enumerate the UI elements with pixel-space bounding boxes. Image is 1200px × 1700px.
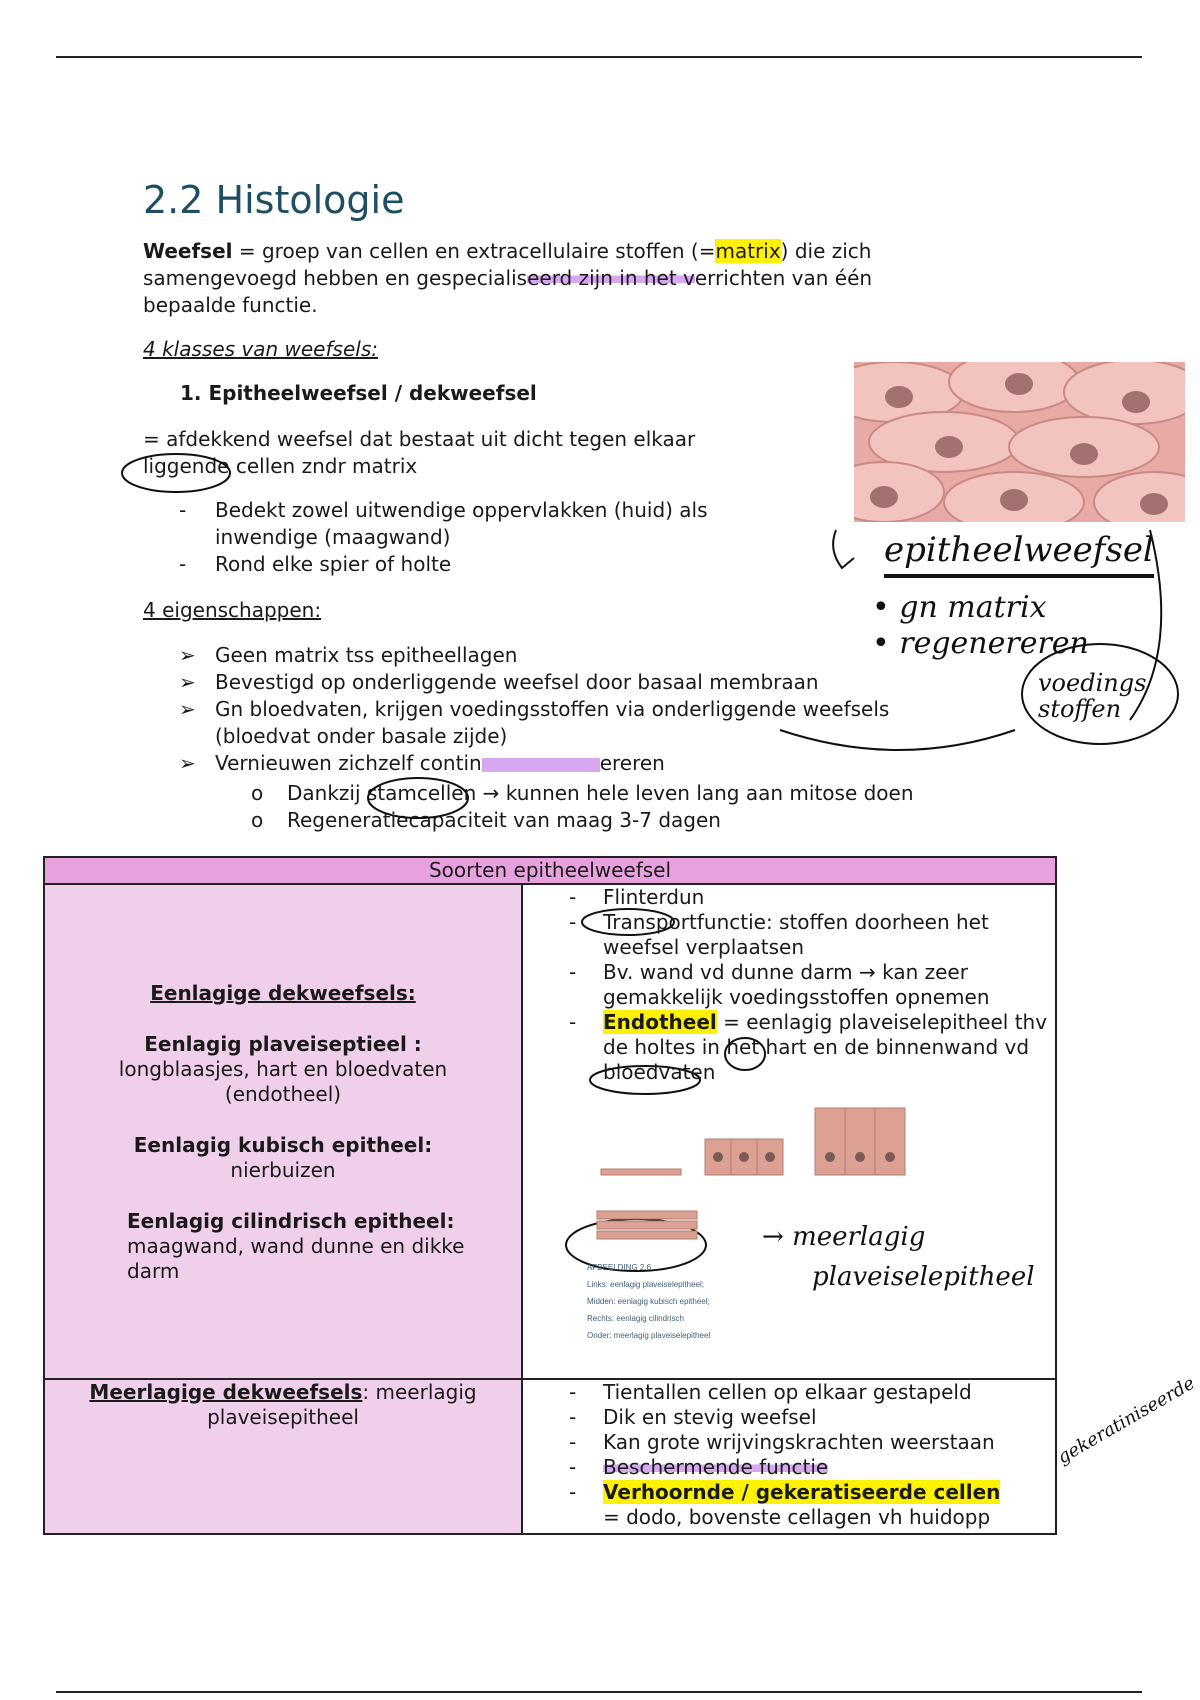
intro-paragraph: Weefsel = groep van cellen en extracellulaire stoffen (=matrix) die zich samengevoegd hebben en gespecialiseerd zijn in het verrichten van één bepaalde functie. (143, 239, 873, 317)
list-item: - Dik en stevig weefsel (563, 1405, 1055, 1430)
note-regenereren: • regenereren (872, 626, 1089, 661)
list-item: (bloedvat onder basale zijde) (215, 724, 508, 748)
list-item: - Verhoornde / gekeratiseerde cellen = dodo, bovenste cellagen vh huidopp (563, 1480, 1055, 1530)
list-item: ➢ Geen matrix tss epitheellagen (179, 643, 518, 667)
bottom-rule (56, 1691, 1142, 1693)
list-item: - Tientallen cellen op elkaar gestapeld (563, 1380, 1055, 1405)
term-weefsel: Weefsel (143, 239, 233, 263)
list-item: - Flinterdun (563, 885, 1055, 910)
note-meerlagig: → meerlagig (762, 1222, 926, 1252)
note-voedingsstoffen: voedings stoffen (1038, 669, 1147, 723)
list-item: - Beschermende functie (563, 1455, 1055, 1480)
list-item: - Bv. wand vd dunne darm → kan zeer gemakkelijk voedingsstoffen opnemen (563, 960, 1055, 1010)
figure-caption: AFBEELDING 2.6. Links: eenlagig plaveiselepitheel; Midden: eenlagig kubisch epitheel; Rechts: eenlagig cilindrisch Onder: meerlagig plaveiselepitheel (587, 1263, 711, 1340)
table-header: Soorten epitheelweefsel (44, 857, 1056, 884)
list-item: ➢ Gn bloedvaten, krijgen voedingsstoffen via onderliggende weefsels (179, 697, 890, 721)
list-item: - Transportfunctie: stoffen doorheen het weefsel verplaatsen (563, 910, 1055, 960)
note-gn-matrix: • gn matrix (872, 590, 1047, 625)
list-item: - Kan grote wrijvingskrachten weerstaan (563, 1430, 1055, 1455)
list-item: inwendige (maagwand) (215, 525, 451, 549)
list-item: - Bedekt zowel uitwendige oppervlakken (huid) als (179, 498, 708, 522)
epitheel-table (43, 856, 1057, 1535)
margin-note: gekeratiniseerde (1054, 1372, 1199, 1469)
classes-heading: 4 klasses van weefsels: (143, 337, 378, 361)
list-item: o Regeneratiecapaciteit van maag 3-7 dagen (251, 808, 721, 832)
page-title: 2.2 Histologie (143, 178, 405, 222)
list-item: - Rond elke spier of holte (179, 552, 452, 576)
table-cell-eenlagig-info (522, 884, 1056, 1379)
purple-strike: eerd zijn in het v (527, 266, 695, 290)
props-heading: 4 eigenschappen: (143, 598, 322, 622)
list-item: ➢ Bevestigd op onderliggende weefsel door basaal membraan (179, 670, 819, 694)
table-cell-meerlagig-info (522, 1379, 1056, 1534)
table-cell-meerlagig: Meerlagige dekweefsels: meerlagig plaveisepitheel (44, 1379, 522, 1534)
note-plaveiselepitheel: plaveiselepitheel (812, 1262, 1035, 1292)
class1-heading: 1. Epitheelweefsel / dekweefsel (180, 381, 537, 405)
highlight-matrix: matrix (715, 239, 781, 263)
note-epitheelweefsel: epitheelweefsel (884, 530, 1154, 570)
list-item: - Endotheel = eenlagig plaveiselepitheel thv de holtes in het hart en de binnenwand vd bloedvaten (563, 1010, 1055, 1085)
list-item: o Dankzij stamcellen → kunnen hele leven lang aan mitose doen (251, 781, 914, 805)
table-cell-eenlagig: Eenlagige dekweefsels: Eenlagig plaveiseptieel : longblaasjes, hart en bloedvaten (endotheel) Eenlagig kubisch epitheel: nierbuizen Eenlagig cilindrisch epitheel: maagwand, wand dunne en dikke darm (44, 884, 522, 1379)
list-item: ➢ Vernieuwen zichzelf contin ereren (179, 751, 665, 775)
definition: = afdekkend weefsel dat bestaat uit dicht tegen elkaar liggende cellen zndr matrix (143, 427, 696, 478)
